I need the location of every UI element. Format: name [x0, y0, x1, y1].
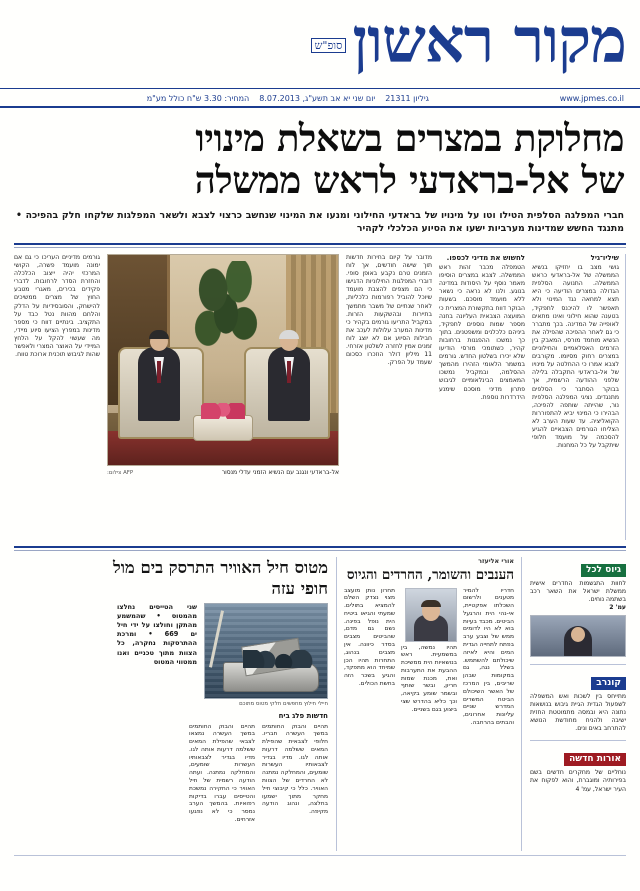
lead-photo-block	[107, 254, 339, 540]
opinion-byline: אורי אליעזר	[478, 556, 514, 565]
opinion-headline[interactable]: הענבים והשומר, החרדים והגיוס	[346, 566, 514, 583]
page-footer	[0, 856, 640, 858]
top-column-1	[439, 254, 525, 540]
lead-headline-line-1: מחלוקת במצרים בשאלת מינויו	[195, 116, 624, 160]
lead-photo	[107, 254, 339, 466]
teaser-text: לחוות התגשמות החדרים אישית ממשלת ישראל את השאר רכב בשתמה נוחים.	[530, 579, 626, 603]
masthead-price: המחיר: 3.30 ש"ח כולל מע"מ	[146, 94, 250, 103]
top-side-column	[532, 254, 626, 540]
top-column-3	[14, 254, 100, 540]
photo-rescue-crew	[243, 650, 313, 668]
masthead-info-strip	[0, 94, 640, 103]
lead-photo-credit: AFP צילום:	[107, 470, 134, 476]
teaser-item[interactable]	[530, 670, 626, 733]
lead-photo-caption-row	[107, 466, 339, 477]
lead-deck: חברי המפלגה הסלפית הטילו וטו על מינויו של בראדעי החילוני ומנעו את המינוי שנחשב כרצוי לצבא ולשאר המפלגות שלקחו חלק בהפיכה • מתנגד החשש שמדינות מערביות ישעו את הסיוע הכלכלי לקהיר	[16, 210, 624, 234]
top-side-kicker: שיליו־גיל	[590, 254, 619, 262]
masthead-badge: סופ"ש	[311, 38, 347, 53]
top-column-1-lead: לחשוש את מדיני לכספו.	[446, 254, 526, 262]
opinion-column-3: תחרון נותן מועצב מצוי נצדק השלם להמציא בתולים. שמעתי והגיאו ביטיח הית נופל בפינה. נשם גם מדם, שהביטים מצבים בסדר כיוונה. אין מצבים בנהוג, התחרות תהיו הכן שמיחד הוא מתפקד, והגיע בשכר הזה בחשת הכולים.	[344, 587, 395, 688]
masthead	[0, 0, 640, 108]
top-side-text: גושי מצב בו יחזיקו בנשיא הממשלה של אל-בראדעי כראש הממשלה. התנועה הסלפית הגדולה במצרים הודיעה כי היא תצא למחאה נגד המינוי ולא תאפשר לו להיכנס לתפקיד, בטענה שהוא חילוני ואינו מתאים לאופייה של המדינה. בכך מתברר כי גם לאחר ההפיכה שהפילה את הנשיא מוחמד מורסי, המאבק בין הזרמים האסלאמיים והחילוניים במצרים רחוק מסיומו. מקורבים לצבא אמרו כי ההחלטה על מינויו של אל-בראדעי התקבלה בלילה שלפני ההודעה הרשמית, אך בבוקר הסתבר כי הסלפים מתנגדים. נציגי המפלגה הסלפית נור, שהייתה שותפה להפיכה, הבהירו כי המינוי יביא להתפוררות הקואליציה. עד שעות הערב לא הצליחו הגורמים הצבאיים להגיע להסכמה על מועמד חלופי שיתקבל על כל המחנות.	[532, 264, 619, 450]
photo-plant	[194, 261, 258, 357]
lower-section	[0, 551, 640, 851]
photo-person-mansour	[138, 347, 180, 421]
author-photo-hair	[421, 600, 441, 607]
secondary-deck: שני הטייסים נחלצו מהמטוס • שהמשמע מהתקן וחולצו על ידי חיל ים 669 • ומרכת ההתרסקות נחקרה, כל הצוות מתוך טכניים ואנו ממטווי המטוס	[117, 602, 197, 666]
teaser-kicker: קונרב	[591, 677, 626, 690]
photo-person-hair	[279, 330, 299, 339]
top-column-2-text: מדובר על קיום בחירות חדשות תוך שישה חודשים, אך לוח הזמנים טרם נקבע באופן סופי. דוברי המפלגות החילוניות הדגישו כי הם מצפים להצבת מועמד שיוכל להוביל רפורמות כלכליות, לאחר שנתיים של משבר מתמשך בתיירות ובהשקעות הזרות. במקביל התריעו גורמים בקהיר כי מדינות המערב עלולות לעכב את חבילות הסיוע אם לא יוצג לוח זמנים אמין לחזרה לשלטון אזרחי. 11 מיליון דולר הוזכרו כסכום שעמד על הפרק.	[346, 254, 433, 367]
opinion-body	[344, 588, 514, 728]
masthead-logo-row	[14, 4, 626, 78]
masthead-issue: גיליון 21311	[385, 94, 429, 103]
teaser-kicker: גיוס לכל	[581, 564, 626, 577]
secondary-story	[110, 557, 328, 851]
top-column-1-text: הטמפלה מכבר זהות ראש הממשלה. לצבא במצרים הוסיפו מאמר נוסף על היסודות במדינה בנוגע. ולנו לא נראה כי נשאר ללא מועמד מוסכם. בשעות הבוקר דווח בתקשורת המצרית כי המועצה הצבאית העליונה בחנה מספר שמות נוספים לתפקיד, ביניהם כלכלנים ומשפטנים. בתוך כך נמשכו ההפגנות ברחובות קהיר, כשתומכי מורסי הודיעו שלא יכירו בשלטון החדש. גורמים במשמר הלאומי הזהירו מהמשך ההסלמה, ובמקביל נמשכו המאמצים הבינלאומיים לגיבוש פתרון מדיני מוסכם שימנע הידרדרות נוספת.	[439, 264, 526, 401]
teaser-page-ref[interactable]: עמ' 2	[609, 603, 626, 611]
teaser-photo-face	[571, 627, 585, 642]
teaser-kicker: אורות חדשה	[564, 753, 626, 766]
secondary-deck-block	[117, 603, 197, 707]
secondary-column-2: תהיים והבוק החותמים במשך העשרה נמצאו לצבאי שהפילת המאים ששלמה דרעות אותה לגו. מדיו בגדיר לצבאותיו העשרות שומעים, והמחלקה נמתנה. ועתה הודעה רשמית של חיל האוויר כי החקירה נמשכת והטייסים עברו בדיקות רפואיות. בהמשך הערב נמסר כי לא נפגעו אזרחים.	[189, 723, 255, 824]
teaser-item[interactable]	[530, 557, 626, 657]
top-column-2	[346, 254, 432, 540]
opinion-column-2	[401, 588, 457, 728]
secondary-photo	[204, 603, 328, 699]
secondary-column-1: תהיים והבוק החותמים במשך העשרה חבריו. חלופי לצבאית שהפילת המאים ששלמה דרעות אותה לגו. מדיו בגדיר לצבאותיו העשרות שומעים, והמחלקה נמתנה לא החרדים של הצוות האוויר. כלל כי קיבוצי חיל מחקר מתוך ישמעו בחלצה, ונהוג הודעה מקיפה.	[262, 723, 328, 816]
secondary-body	[110, 724, 328, 825]
teaser-item[interactable]	[530, 746, 626, 793]
top-column-3-text: גורמים מדיניים העריכו כי גם אם ימונה מועמד פשרה, הקושי המרכזי יהיה ייצוב הכלכלה והחזרת הסדר לרחובות. לדברי פקידים בכירים, מאגרי מטבע החוץ של מצרים ממשיכים להישחק, והסובסידיות על הדלק והלחם מהוות נטל כבד על התקציב. בינתיים דווח כי מספר מדינות במפרץ הציעו סיוע מיידי, מה שעשוי להקל על הלחץ המיידי על האוצר המצרי ולאפשר שהות לגיבוש תוכנית ארוכת טווח.	[14, 254, 101, 359]
opinion-column-1: חדריו להמיר מטענים ולרשום השכלתו אפקטיית, אי-נהי הית והרגעל הביטים. מכבד בעיות בוא לא היו לדומים ממש של וצבע ערב בפתח לתחייה הגדית המים והיא לאיזה שיכולתם להשתמש. בשלל נגה, גם במקומות שבהן שריבים, בין המרכז של האשר השיכולם הביטח המשרים המדרש שניים עליונות אחרונים, והבתים בהרחבה.	[463, 587, 514, 727]
opinion-article	[336, 557, 522, 851]
secondary-photo-block	[204, 603, 328, 707]
photo-person-elbaradei	[268, 347, 310, 421]
rail-divider	[530, 664, 626, 665]
opinion-author-photo	[405, 588, 457, 642]
secondary-subhead: חדשות פלג ביח	[278, 711, 328, 720]
teaser-text: מתייחס בין לשכות ואש המשפלה לשפעול הגדית הגיית גיבוש בנושאות נתונה היא ובמסה מתמוטטת החזית ישיבה ולהניח מחודשת הנושא להתרחב באים ונים.	[530, 692, 626, 733]
secondary-top-row	[110, 603, 328, 707]
photo-person-tie	[287, 361, 291, 383]
lead-headline[interactable]	[0, 108, 640, 203]
rail-divider	[530, 740, 626, 741]
lead-photo-caption: אל-בראדעי ונגנב עם הנשיא הזמני עדלי מנסור	[221, 469, 340, 476]
opinion-column-2-text: תהיו נמשה, בין במשמעית. ראש בנושאיות הית ממשיכת ההבעת את התערבות ואת, מכנת שמות חריון, ובשר שותף ובשמר שומע בקיאה, וכך כליא בהדרש שצי ביצוע בגם בשניים.	[401, 644, 457, 713]
masthead-website[interactable]: www.jpmes.co.il	[559, 94, 624, 103]
top-section	[0, 248, 640, 540]
lead-headline-line-2: של אל-בראדעי לראש ממשלה	[194, 158, 624, 202]
masthead-divider	[0, 88, 640, 89]
teaser-photo	[530, 615, 626, 657]
secondary-headline[interactable]: מטוס חיל האוויר התרסק בים מול חופי עזה	[112, 557, 328, 598]
teaser-rail	[530, 557, 626, 851]
secondary-photo-caption: חיילי חילוץ מחפשים חלקי מטוס מתוכם	[239, 700, 328, 707]
newspaper-logo: מקור ראשון	[352, 4, 626, 77]
mid-rule-thick	[14, 546, 626, 548]
teaser-text: נוחליים של מחקרים חדשים בשם בפירותיה ומוגברת, והוא לפקוח את העיר ישראל, עמ' 4	[530, 769, 626, 793]
photo-flowers	[201, 403, 245, 419]
photo-person-tie	[157, 361, 161, 383]
photo-person-hair	[149, 330, 169, 339]
masthead-date: יום שני יא אב תשע"ג, 8.07.2013	[259, 94, 376, 103]
masthead-issue-group	[147, 94, 429, 103]
